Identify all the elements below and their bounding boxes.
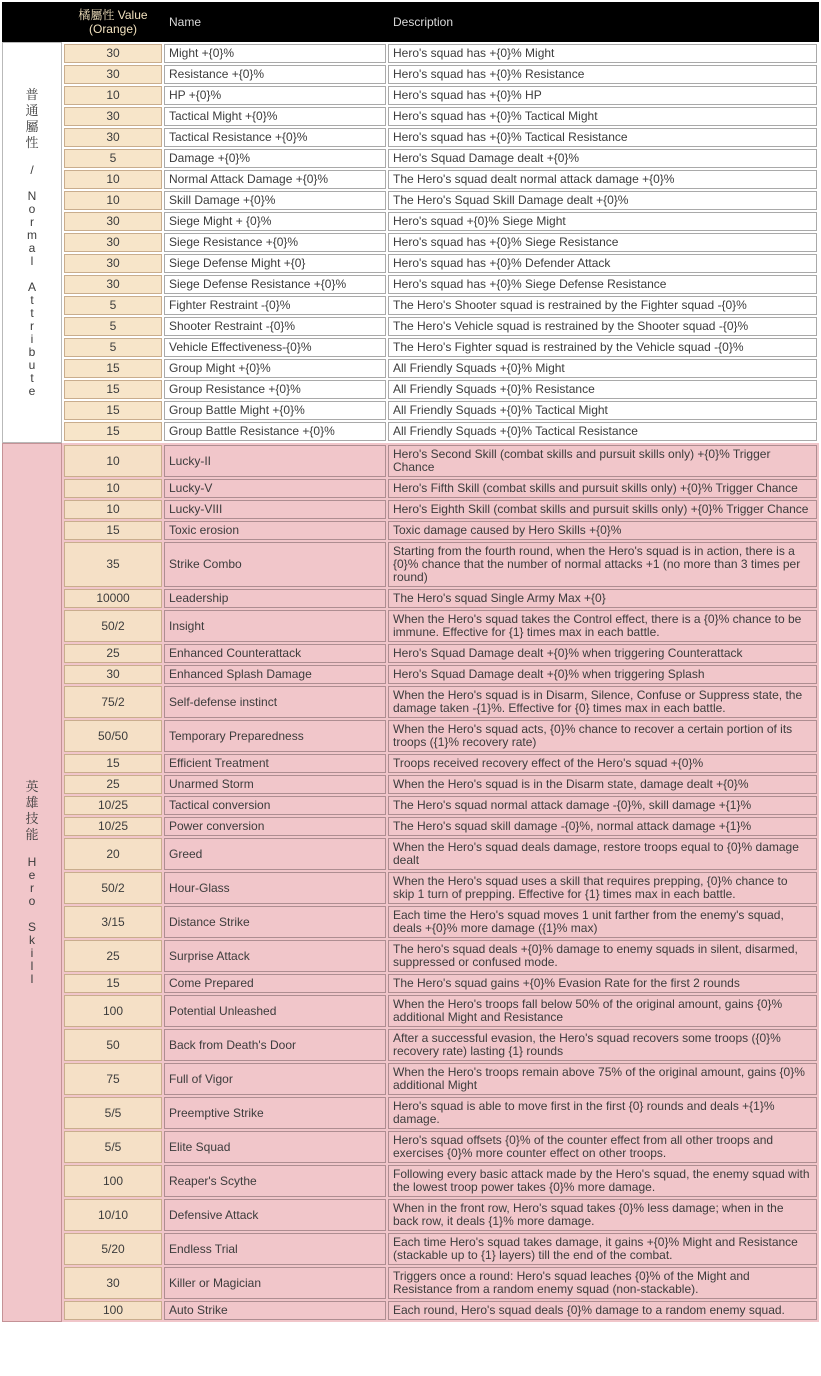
name-cell: Tactical conversion	[164, 796, 386, 815]
sidebar-label-word	[27, 190, 37, 268]
desc-cell: All Friendly Squads +{0}% Resistance	[388, 380, 817, 399]
desc-cell: The Hero's squad skill damage -{0}%, normal attack damage +{1}%	[388, 817, 817, 836]
sidebar-normal	[2, 42, 62, 443]
desc-cell: Hero's Squad Damage dealt +{0}%	[388, 149, 817, 168]
table-row	[64, 610, 817, 642]
value-cell: 5	[64, 296, 162, 315]
table-row	[64, 1267, 817, 1299]
name-cell: Siege Might + {0}%	[164, 212, 386, 231]
table-sections	[2, 42, 819, 1322]
value-cell: 100	[64, 1165, 162, 1197]
desc-cell: Hero's squad has +{0}% Might	[388, 44, 817, 63]
value-cell: 30	[64, 665, 162, 684]
name-cell: Toxic erosion	[164, 521, 386, 540]
value-cell: 10000	[64, 589, 162, 608]
desc-cell: All Friendly Squads +{0}% Might	[388, 359, 817, 378]
value-cell: 20	[64, 838, 162, 870]
table-row	[64, 65, 817, 84]
sidebar-char: t	[30, 306, 34, 320]
value-cell: 25	[64, 940, 162, 972]
table-row	[64, 380, 817, 399]
table-row	[64, 754, 817, 773]
value-cell: 30	[64, 1267, 162, 1299]
desc-cell: When in the front row, Hero's squad takes {0}% less damage; when in the back row, it deals {1}% more damage.	[388, 1199, 817, 1231]
name-cell: Preemptive Strike	[164, 1097, 386, 1129]
table-row	[64, 296, 817, 315]
name-cell: Might +{0}%	[164, 44, 386, 63]
desc-cell: The Hero's squad dealt normal attack damage +{0}%	[388, 170, 817, 189]
sidebar-char: o	[28, 202, 36, 216]
desc-cell: The Hero's squad Single Army Max +{0}	[388, 589, 817, 608]
table-row	[64, 817, 817, 836]
desc-cell: The Hero's Vehicle squad is restrained by the Shooter squad -{0}%	[388, 317, 817, 336]
desc-cell: The Hero's Shooter squad is restrained by the Fighter squad -{0}%	[388, 296, 817, 315]
table-row	[64, 338, 817, 357]
rows-table-normal	[62, 42, 819, 443]
table-row	[64, 720, 817, 752]
desc-cell: After a successful evasion, the Hero's squad recovers some troops ({0}% recovery rate) lasting {1} rounds	[388, 1029, 817, 1061]
table-row	[64, 1199, 817, 1231]
value-cell: 100	[64, 1301, 162, 1320]
name-cell: Group Battle Might +{0}%	[164, 401, 386, 420]
desc-cell: Hero's Squad Damage dealt +{0}% when triggering Splash	[388, 665, 817, 684]
name-cell: Damage +{0}%	[164, 149, 386, 168]
sidebar-char: 普	[25, 87, 39, 102]
name-cell: Normal Attack Damage +{0}%	[164, 170, 386, 189]
name-cell: Tactical Resistance +{0}%	[164, 128, 386, 147]
sidebar-char: o	[28, 894, 36, 908]
table-row	[64, 1233, 817, 1265]
name-cell: Power conversion	[164, 817, 386, 836]
header-value-sublabel: (Orange)	[88, 22, 138, 36]
desc-cell: Starting from the fourth round, when the Hero's squad is in action, there is a {0}% chance that the number of normal attacks +1 (no more than 3 times per round)	[388, 542, 817, 587]
desc-cell: Each time Hero's squad takes damage, it gains +{0}% Might and Resistance (stackable up to {1} layers) till the end of the combat.	[388, 1233, 817, 1265]
desc-cell: Each time the Hero's squad moves 1 unit farther from the enemy's squad, deals +{0}% more damage ({1}% max)	[388, 906, 817, 938]
value-cell: 75/2	[64, 686, 162, 718]
name-cell: Strike Combo	[164, 542, 386, 587]
desc-cell: All Friendly Squads +{0}% Tactical Might	[388, 401, 817, 420]
value-cell: 3/15	[64, 906, 162, 938]
desc-cell: When the Hero's squad is in Disarm, Silence, Confuse or Suppress state, the damage taken -{1}%. Effective for {0} times max in each battle.	[388, 686, 817, 718]
table-row	[64, 940, 817, 972]
sidebar-char: b	[28, 345, 36, 359]
desc-cell: Hero's Eighth Skill (combat skills and pursuit skills only) +{0}% Trigger Chance	[388, 500, 817, 519]
sidebar-char: r	[30, 215, 34, 229]
name-cell: Leadership	[164, 589, 386, 608]
value-cell: 100	[64, 995, 162, 1027]
name-cell: Resistance +{0}%	[164, 65, 386, 84]
desc-cell: When the Hero's squad acts, {0}% chance to recover a certain portion of its troops ({1}% recovery rate)	[388, 720, 817, 752]
value-cell: 50/50	[64, 720, 162, 752]
value-cell: 10/25	[64, 796, 162, 815]
table-row	[64, 1131, 817, 1163]
table-row	[64, 445, 817, 477]
sidebar-label-cjk	[25, 87, 38, 151]
sidebar-char: 性	[25, 135, 39, 150]
name-cell: Shooter Restraint -{0}%	[164, 317, 386, 336]
table-row	[64, 665, 817, 684]
desc-cell: Hero's squad has +{0}% Siege Defense Resistance	[388, 275, 817, 294]
value-cell: 10	[64, 170, 162, 189]
sidebar-char: 雄	[25, 795, 39, 810]
desc-cell: When the Hero's troops remain above 75% of the original amount, gains {0}% additional Might	[388, 1063, 817, 1095]
table-row	[64, 1301, 817, 1320]
table-row	[64, 212, 817, 231]
sidebar-char: i	[30, 332, 34, 346]
name-cell: Fighter Restraint -{0}%	[164, 296, 386, 315]
table-row	[64, 317, 817, 336]
desc-cell: The Hero's squad gains +{0}% Evasion Rate for the first 2 rounds	[388, 974, 817, 993]
value-cell: 30	[64, 107, 162, 126]
table-row	[64, 796, 817, 815]
table-row	[64, 233, 817, 252]
name-cell: Efficient Treatment	[164, 754, 386, 773]
sidebar-char: A	[27, 280, 36, 294]
value-cell: 30	[64, 275, 162, 294]
value-cell: 15	[64, 974, 162, 993]
table-row	[64, 128, 817, 147]
sidebar-char: t	[30, 293, 34, 307]
table-row	[64, 401, 817, 420]
sidebar-char: r	[29, 881, 34, 895]
desc-cell: All Friendly Squads +{0}% Tactical Resistance	[388, 422, 817, 441]
desc-cell: The Hero's squad normal attack damage -{0}%, skill damage +{1}%	[388, 796, 817, 815]
name-cell: Elite Squad	[164, 1131, 386, 1163]
sidebar-char: l	[30, 972, 34, 986]
header-value-label: 橘屬性 Value	[78, 8, 148, 22]
table-row	[64, 44, 817, 63]
sidebar-char: 能	[25, 827, 39, 842]
table-row	[64, 359, 817, 378]
desc-cell: Hero's squad has +{0}% Siege Resistance	[388, 233, 817, 252]
table-row	[64, 275, 817, 294]
value-cell: 30	[64, 44, 162, 63]
desc-cell: Toxic damage caused by Hero Skills +{0}%	[388, 521, 817, 540]
name-cell: Group Resistance +{0}%	[164, 380, 386, 399]
value-cell: 10	[64, 86, 162, 105]
sidebar-char: 屬	[25, 119, 39, 134]
desc-cell: Hero's squad offsets {0}% of the counter effect from all other troops and exercises {0}% more counter effect on other troops.	[388, 1131, 817, 1163]
table-row	[64, 254, 817, 273]
sidebar-char: k	[28, 933, 35, 947]
value-cell: 25	[64, 644, 162, 663]
desc-cell: When the Hero's squad takes the Control effect, there is a {0}% chance to be immune. Effective for {1} times max in each battle.	[388, 610, 817, 642]
value-cell: 10	[64, 479, 162, 498]
desc-cell: Hero's squad is able to move first in the first {0} rounds and deals +{1}% damage.	[388, 1097, 817, 1129]
table-row	[64, 589, 817, 608]
desc-cell: Hero's Squad Damage dealt +{0}% when triggering Counterattack	[388, 644, 817, 663]
table-header	[2, 2, 819, 42]
table-row	[64, 86, 817, 105]
sidebar-char: e	[28, 868, 36, 882]
sidebar-char: H	[27, 855, 37, 869]
value-cell: 15	[64, 521, 162, 540]
value-cell: 5	[64, 338, 162, 357]
section-hero	[2, 443, 819, 1322]
sidebar-char: l	[30, 254, 34, 268]
sidebar-label-word	[28, 281, 36, 398]
value-cell: 5	[64, 149, 162, 168]
sidebar-label-separator	[30, 164, 33, 177]
name-cell: Insight	[164, 610, 386, 642]
desc-cell: When the Hero's squad uses a skill that requires prepping, {0}% chance to skip 1 turn of prepping. Effective for {1} times max in each battle.	[388, 872, 817, 904]
value-cell: 10	[64, 191, 162, 210]
name-cell: Greed	[164, 838, 386, 870]
desc-cell: When the Hero's squad is in the Disarm state, damage dealt +{0}%	[388, 775, 817, 794]
desc-cell: The Hero's Fighter squad is restrained by the Vehicle squad -{0}%	[388, 338, 817, 357]
sidebar-char: u	[28, 358, 36, 372]
table-row	[64, 107, 817, 126]
value-cell: 30	[64, 254, 162, 273]
desc-cell: Hero's Fifth Skill (combat skills and pursuit skills only) +{0}% Trigger Chance	[388, 479, 817, 498]
name-cell: Distance Strike	[164, 906, 386, 938]
value-cell: 25	[64, 775, 162, 794]
value-cell: 5/5	[64, 1097, 162, 1129]
sidebar-char: S	[27, 920, 36, 934]
desc-cell: The Hero's Squad Skill Damage dealt +{0}%	[388, 191, 817, 210]
table-row	[64, 644, 817, 663]
name-cell: HP +{0}%	[164, 86, 386, 105]
desc-cell: Hero's Second Skill (combat skills and pursuit skills only) +{0}% Trigger Chance	[388, 445, 817, 477]
sidebar-char: i	[30, 946, 34, 960]
name-cell: Enhanced Splash Damage	[164, 665, 386, 684]
name-cell: Auto Strike	[164, 1301, 386, 1320]
value-cell: 10/10	[64, 1199, 162, 1231]
sidebar-hero	[2, 443, 62, 1322]
value-cell: 5/5	[64, 1131, 162, 1163]
sidebar-char: 通	[25, 103, 39, 118]
table-row	[64, 906, 817, 938]
value-cell: 10/25	[64, 817, 162, 836]
name-cell: Surprise Attack	[164, 940, 386, 972]
table-row	[64, 686, 817, 718]
desc-cell: Troops received recovery effect of the Hero's squad +{0}%	[388, 754, 817, 773]
sidebar-char: a	[28, 241, 36, 255]
value-cell: 10	[64, 500, 162, 519]
table-row	[64, 191, 817, 210]
section-normal	[2, 42, 819, 443]
header-col-description: Description	[393, 15, 454, 29]
name-cell: Group Might +{0}%	[164, 359, 386, 378]
sidebar-char: /	[30, 163, 34, 177]
table-row	[64, 872, 817, 904]
name-cell: Lucky-VIII	[164, 500, 386, 519]
name-cell: Tactical Might +{0}%	[164, 107, 386, 126]
name-cell: Lucky-V	[164, 479, 386, 498]
value-cell: 50	[64, 1029, 162, 1061]
value-cell: 5/20	[64, 1233, 162, 1265]
desc-cell: Hero's squad has +{0}% Defender Attack	[388, 254, 817, 273]
sidebar-char: 英	[25, 779, 39, 794]
value-cell: 50/2	[64, 610, 162, 642]
name-cell: Self-defense instinct	[164, 686, 386, 718]
desc-cell: Hero's squad has +{0}% Tactical Might	[388, 107, 817, 126]
sidebar-label-word	[28, 921, 36, 986]
table-row	[64, 479, 817, 498]
value-cell: 30	[64, 212, 162, 231]
rows-table-hero	[62, 443, 819, 1322]
desc-cell: The hero's squad deals +{0}% damage to enemy squads in silent, disarmed, suppressed or confused mode.	[388, 940, 817, 972]
value-cell: 10	[64, 445, 162, 477]
header-col-value	[64, 8, 162, 36]
value-cell: 30	[64, 65, 162, 84]
name-cell: Come Prepared	[164, 974, 386, 993]
desc-cell: Each round, Hero's squad deals {0}% damage to a random enemy squad.	[388, 1301, 817, 1320]
desc-cell: Following every basic attack made by the Hero's squad, the enemy squad with the lowest troop power takes {0}% more damage.	[388, 1165, 817, 1197]
name-cell: Hour-Glass	[164, 872, 386, 904]
value-cell: 15	[64, 359, 162, 378]
desc-cell: Hero's squad has +{0}% Resistance	[388, 65, 817, 84]
table-row	[64, 838, 817, 870]
value-cell: 15	[64, 422, 162, 441]
sidebar-char: N	[27, 189, 37, 203]
name-cell: Siege Defense Might +{0}	[164, 254, 386, 273]
value-cell: 30	[64, 128, 162, 147]
value-cell: 30	[64, 233, 162, 252]
name-cell: Lucky-II	[164, 445, 386, 477]
desc-cell: When the Hero's troops fall below 50% of the original amount, gains {0}% additional Might and Resistance	[388, 995, 817, 1027]
table-row	[64, 995, 817, 1027]
name-cell: Back from Death's Door	[164, 1029, 386, 1061]
name-cell: Group Battle Resistance +{0}%	[164, 422, 386, 441]
table-row	[64, 422, 817, 441]
value-cell: 75	[64, 1063, 162, 1095]
table-row	[64, 521, 817, 540]
value-cell: 50/2	[64, 872, 162, 904]
name-cell: Vehicle Effectiveness-{0}%	[164, 338, 386, 357]
table-row	[64, 974, 817, 993]
table-row	[64, 149, 817, 168]
desc-cell: Hero's squad +{0}% Siege Might	[388, 212, 817, 231]
table-row	[64, 170, 817, 189]
name-cell: Potential Unleashed	[164, 995, 386, 1027]
desc-cell: Hero's squad has +{0}% HP	[388, 86, 817, 105]
desc-cell: When the Hero's squad deals damage, restore troops equal to {0}% damage dealt	[388, 838, 817, 870]
value-cell: 15	[64, 380, 162, 399]
value-cell: 35	[64, 542, 162, 587]
sidebar-char: m	[27, 228, 37, 242]
name-cell: Siege Defense Resistance +{0}%	[164, 275, 386, 294]
sidebar-label-cjk	[25, 779, 38, 843]
value-cell: 15	[64, 754, 162, 773]
name-cell: Killer or Magician	[164, 1267, 386, 1299]
name-cell: Defensive Attack	[164, 1199, 386, 1231]
name-cell: Enhanced Counterattack	[164, 644, 386, 663]
desc-cell: Triggers once a round: Hero's squad leaches {0}% of the Might and Resistance from a random enemy squad (non-stackable).	[388, 1267, 817, 1299]
table-row	[64, 1165, 817, 1197]
sidebar-char: t	[30, 371, 34, 385]
table-row	[64, 500, 817, 519]
name-cell: Skill Damage +{0}%	[164, 191, 386, 210]
sidebar-char: l	[30, 959, 34, 973]
header-col-name: Name	[169, 15, 202, 29]
table-row	[64, 1063, 817, 1095]
name-cell: Reaper's Scythe	[164, 1165, 386, 1197]
sidebar-char: r	[29, 319, 34, 333]
table-row	[64, 1029, 817, 1061]
sidebar-char: 技	[25, 811, 39, 826]
sidebar-label-word	[28, 856, 37, 908]
name-cell: Temporary Preparedness	[164, 720, 386, 752]
table-row	[64, 542, 817, 587]
table-row	[64, 775, 817, 794]
value-cell: 5	[64, 317, 162, 336]
value-cell: 15	[64, 401, 162, 420]
name-cell: Full of Vigor	[164, 1063, 386, 1095]
name-cell: Unarmed Storm	[164, 775, 386, 794]
name-cell: Siege Resistance +{0}%	[164, 233, 386, 252]
sidebar-char: e	[28, 384, 36, 398]
name-cell: Endless Trial	[164, 1233, 386, 1265]
desc-cell: Hero's squad has +{0}% Tactical Resistance	[388, 128, 817, 147]
table-row	[64, 1097, 817, 1129]
